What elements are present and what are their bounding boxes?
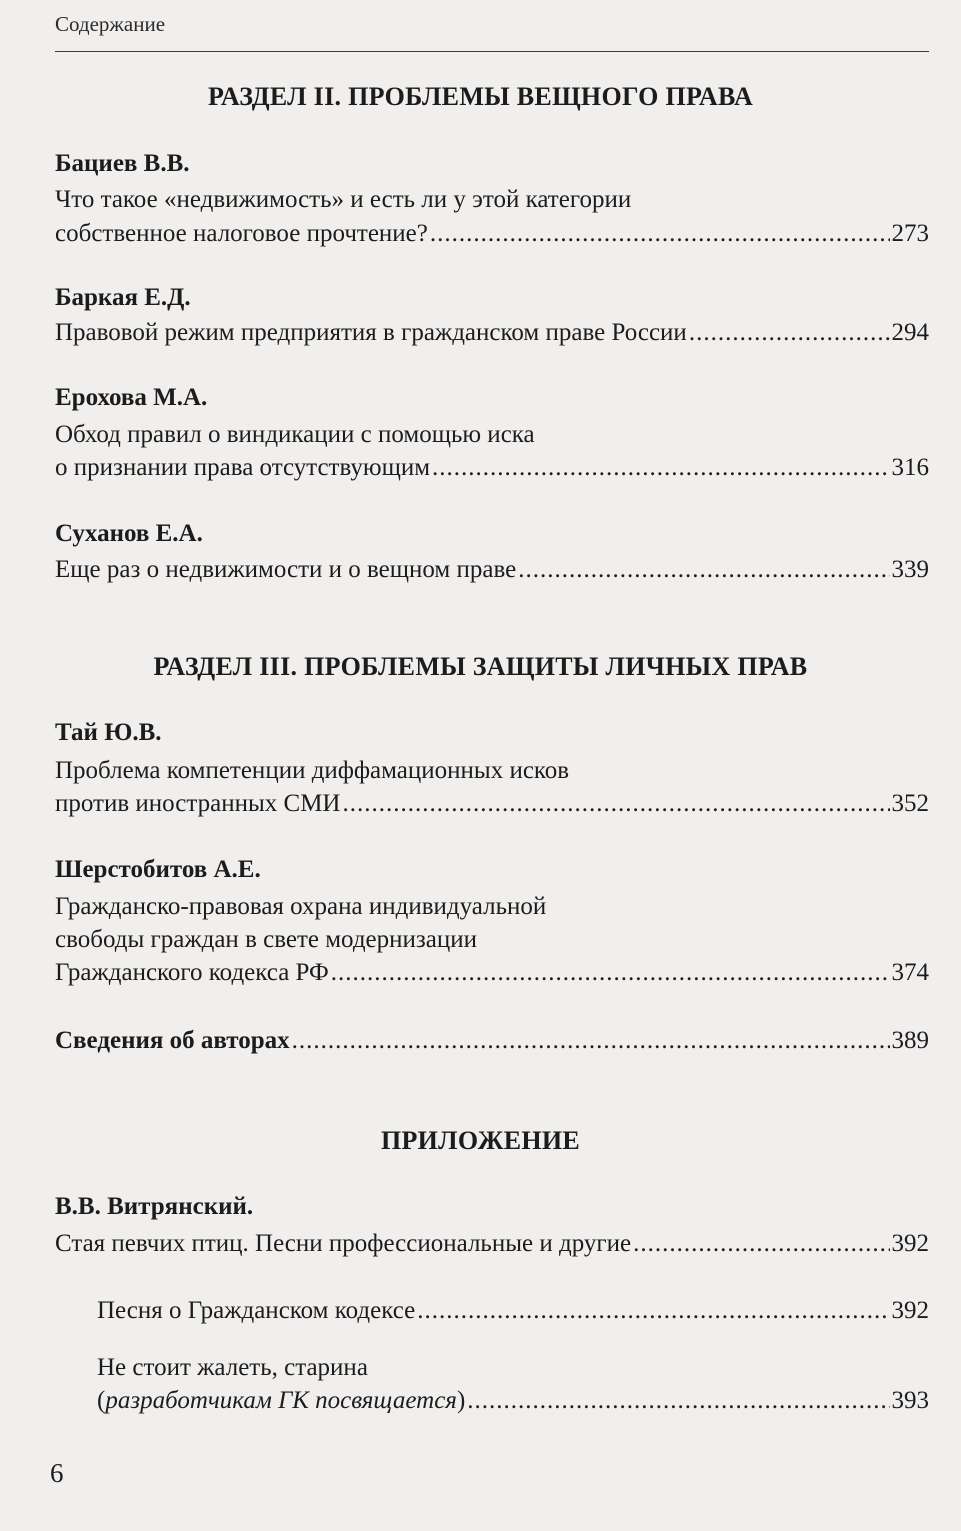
leader-dots (342, 787, 889, 821)
running-head: Содержание (55, 12, 166, 36)
leader-dots (331, 956, 890, 990)
toc-author: Шерстобитов А.Е. (55, 856, 261, 883)
toc-entry-line: Песня о Гражданском кодексе ..... 392 (97, 1294, 929, 1328)
toc-entry-line: Гражданского кодекса РФ ..... 374 (55, 956, 929, 990)
toc-page-number: 339 (891, 556, 929, 583)
leader-dots (633, 1227, 889, 1261)
leader-dots (292, 1024, 890, 1058)
toc-entry-line: собственное налоговое прочтение? ..... 273 (55, 217, 929, 251)
toc-entry-authors-info: Сведения об авторах ..... 389 (55, 1024, 929, 1058)
toc-entry-line: (разработчикам ГК посвящается) ..... 393 (97, 1384, 929, 1418)
toc-author: Суханов Е.А. (55, 520, 203, 547)
toc-entry-line: Еще раз о недвижимости и о вещном праве ..... 339 (55, 553, 929, 587)
toc-entry-line: Правовой режим предприятия в гражданском праве России ..... 294 (55, 316, 929, 350)
leader-dots (518, 553, 889, 587)
appendix-title: ПРИЛОЖЕНИЕ (380, 1126, 581, 1155)
toc-entry-line: Проблема компетенции диффамационных исков (55, 757, 570, 784)
toc-page-number: 374 (891, 959, 929, 986)
toc-entry-line: Что такое «недвижимость» и есть ли у этой категории (55, 186, 632, 213)
toc-entry-line: свободы граждан в свете модернизации (55, 926, 478, 953)
toc-entry-line: Не стоит жалеть, старина (97, 1354, 368, 1381)
toc-entry-line: Стая певчих птиц. Песни профессиональные и другие ..... 392 (55, 1227, 929, 1261)
toc-author: Тай Ю.В. (55, 719, 162, 746)
leader-dots (430, 217, 890, 251)
toc-page-number: 316 (891, 454, 929, 481)
leader-dots (432, 451, 889, 485)
toc-page-number: 389 (891, 1027, 929, 1054)
toc-page-number: 273 (891, 220, 929, 247)
toc-author: Бациев В.В. (55, 150, 190, 177)
toc-author: Ерохова М.А. (55, 384, 208, 411)
header-rule (55, 51, 929, 52)
toc-entry-line: Обход правил о виндикации с помощью иска (55, 421, 535, 448)
leader-dots (689, 316, 890, 350)
leader-dots (467, 1384, 889, 1418)
toc-page-number: 392 (891, 1297, 929, 1324)
toc-entry-line: против иностранных СМИ ..... 352 (55, 787, 929, 821)
leader-dots (417, 1294, 889, 1328)
toc-author: Баркая Е.Д. (55, 284, 191, 311)
toc-entry-line: о признании права отсутствующим ..... 316 (55, 451, 929, 485)
section-3-title: РАЗДЕЛ III. ПРОБЛЕМЫ ЗАЩИТЫ ЛИЧНЫХ ПРАВ (153, 652, 808, 681)
toc-author: В.В. Витрянский. (55, 1193, 254, 1220)
section-2-title: РАЗДЕЛ II. ПРОБЛЕМЫ ВЕЩНОГО ПРАВА (207, 82, 754, 111)
folio-page-number: 6 (50, 1458, 64, 1488)
toc-page-number: 294 (891, 319, 929, 346)
toc-page-number: 393 (891, 1387, 929, 1414)
toc-page-number: 392 (891, 1230, 929, 1257)
toc-page-number: 352 (891, 790, 929, 817)
toc-entry-line: Гражданско-правовая охрана индивидуальной (55, 893, 547, 920)
